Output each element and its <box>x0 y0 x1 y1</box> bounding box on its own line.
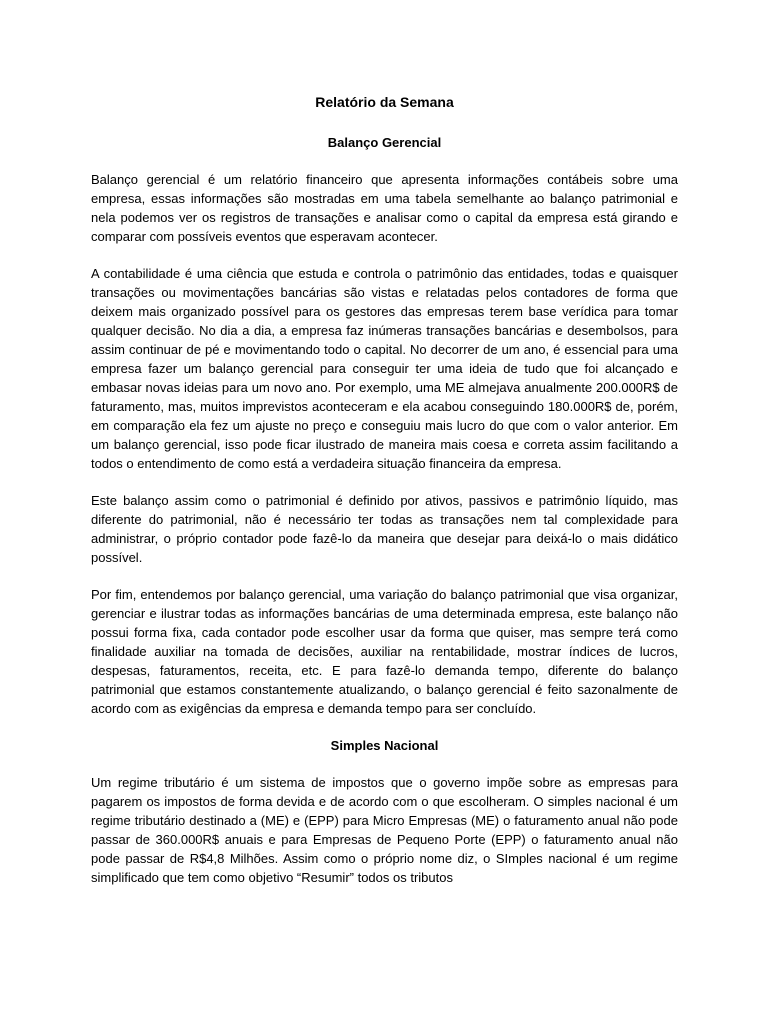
paragraph: Um regime tributário é um sistema de impostos que o governo impõe sobre as empresas para pagarem os impostos de forma devida e de acordo com o que escolheram. O simples nacional é um regime tributário destinado a (ME) e (EPP) para Micro Empresas (ME) o faturamento anual não pode passar de 360.000R$ anuais e para Empresas de Pequeno Porte (EPP) o faturamento anual não pode passar de R$4,8 Milhões. Assim como o próprio nome diz, o SImples nacional é um regime simplificado que tem como objetivo “Resumir” todos os tributos <box>91 775 678 885</box>
document-page <box>91 93 678 887</box>
section-heading-balanco-gerencial: Balanço Gerencial <box>327 135 442 150</box>
paragraph: Balanço gerencial é um relatório financeiro que apresenta informações contábeis sobre uma empresa, essas informações são mostradas em uma tabela semelhante ao balanço patrimonial e nela podemos ver os registros de transações e analisar como o capital da empresa está girando e comparar com possíveis eventos que esperavam acontecer. <box>91 172 678 244</box>
paragraph: Por fim, entendemos por balanço gerencial, uma variação do balanço patrimonial que visa organizar, gerenciar e ilustrar todas as informações bancárias de uma determinada empresa, este balanço não possui forma fixa, cada contador pode escolher usar da forma que quiser, mas sempre terá como finalidade auxiliar na tomada de decisões, auxiliar na rentabilidade, mostrar índices de lucros, despesas, faturamentos, receita, etc. E para fazê-lo demanda tempo, diferente do balanço patrimonial que estamos constantemente atualizando, o balanço gerencial é feito sazonalmente de acordo com as exigências da empresa e demanda tempo para ser concluído. <box>91 587 678 716</box>
section-heading-simples-nacional: Simples Nacional <box>330 738 439 753</box>
document-title: Relatório da Semana <box>315 94 454 110</box>
paragraph: A contabilidade é uma ciência que estuda e controla o patrimônio das entidades, todas e quaisquer transações ou movimentações bancárias são vistas e relatadas pelos contadores de forma que deixem mais organizado possível para os gestores das empresas terem base verídica para tomar qualquer decisão. No dia a dia, a empresa faz inúmeras transações bancárias e desembolsos, para assim continuar de pé e movimentando todo o capital. No decorrer de um ano, é essencial para uma empresa fazer um balanço gerencial para conseguir ter uma ideia de tudo que foi alcançado e embasar novas ideias para um novo ano. Por exemplo, uma ME almejava anualmente 200.000R$ de faturamento, mas, muitos imprevistos aconteceram e ela acabou conseguindo 180.000R$ de, porém, em comparação ela fez um ajuste no preço e conseguiu mais lucro do que com o valor anterior. Em um balanço gerencial, isso pode ficar ilustrado de maneira mais coesa e correta assim facilitando a todos o entendimento de como está a verdadeira situação financeira da empresa. <box>91 266 678 471</box>
paragraph: Este balanço assim como o patrimonial é definido por ativos, passivos e patrimônio líquido, mas diferente do patrimonial, não é necessário ter todas as transações nem tal complexidade para administrar, o próprio contador pode fazê-lo da maneira que desejar para deixá-lo o mais didático possível. <box>91 493 678 565</box>
